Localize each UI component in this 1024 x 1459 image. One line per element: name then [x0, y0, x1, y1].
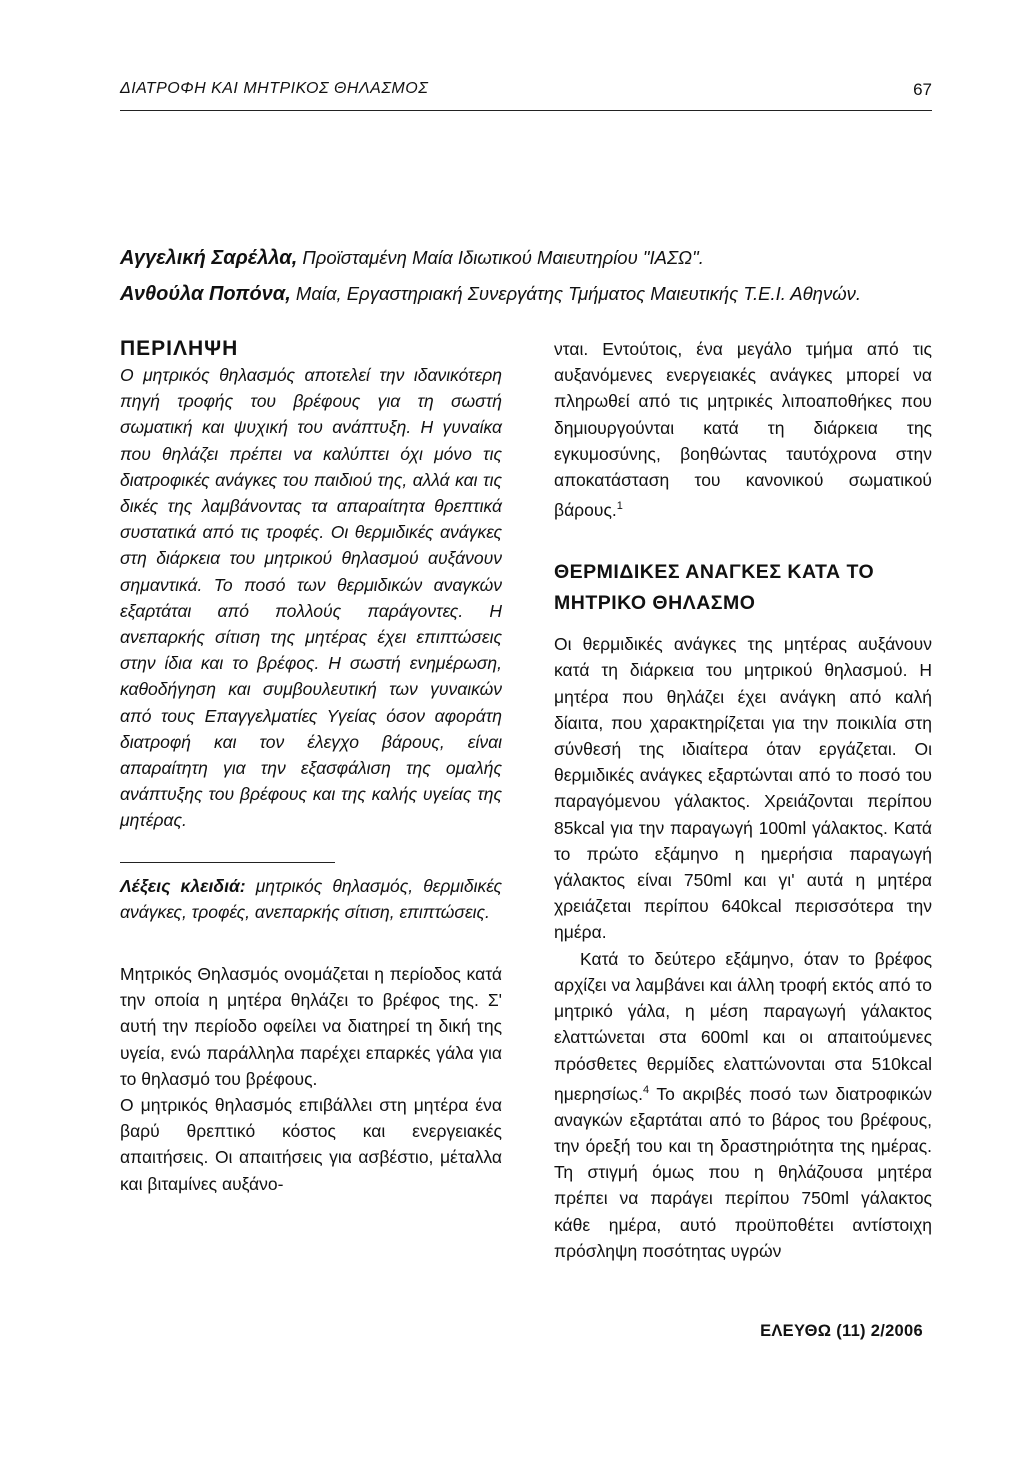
body-paragraph: Ο μητρικός θηλασμός επιβάλλει στη μητέρα ένα βαρύ θρεπτικό κόστος και ενεργειακές απαιτήσεις. Οι απαιτήσεις για ασβέστιο, μέταλλα και βιταμίνες αυξάνο- — [120, 1095, 502, 1194]
keywords — [120, 873, 502, 925]
abstract-text: Ο μητρικός θηλασμός αποτελεί την ιδανικότερη πηγή τροφής του βρέφους για τη σωστή σωματική και ψυχική του ανάπτυξη. Η γυναίκα που θηλάζει πρέπει να καλύπτει όχι μόνο τις διατροφικές ανάγκες του παιδιού της, αλλά και τις δικές της λαμβάνοντας τα απαραίτητα θρεπτικά συστατικά από τις τροφές. Οι θερμιδικές ανάγκες στη διάρκεια του μητρικού θηλασμού αυξάνουν σημαντικά. Το ποσό των θερμιδικών αναγκών εξαρτάται από πολλούς παράγοντες. Η ανεπαρκής σίτιση της μητέρας έχει επιπτώσεις στην ίδια και το βρέφος. Η σωστή ενημέρωση, καθοδήγηση και συμβουλευτική των γυναικών από τους Επαγγελματίες Υγείας όσον αφοράτη διατροφή και τον έλεγχο βάρους, είναι απαραίτητη για την εξασφάλιση της ομαλής ανάπτυξης του βρέφους και της καλής υγείας της μητέρας. — [120, 365, 502, 831]
author-line — [120, 276, 950, 312]
body-paragraph: Οι θερμιδικές ανάγκες της μητέρας αυξάνουν κατά τη διάρκεια του μητρικού θηλασμού. Η μητέρα που θηλάζει έχει ανάγκη από καλή δίαιτα, που χαρακτηρίζεται για την ποικιλία στη σύνθεσή της ιδιαίτερα όταν εργάζεται. Οι θερμιδικές ανάγκες εξαρτώνται από το ποσό του παραγόμενου γάλακτος. Χρειάζονται περίπου 85kcal για την παραγωγή 100ml γάλακτος. Κατά το πρώτο εξάμηνο η ημερήσια παραγωγή γάλακτος είναι 750ml και γι' αυτά η μητέρα χρειάζεται περίπου 640kcal περισσότερα την ημέρα. — [554, 634, 932, 943]
paragraph-text: Κατά το δεύτερο εξάμηνο, όταν το βρέφος αρχίζει να λαμβάνει και άλλη τροφή εκτός από το μητρικό γάλα, η μέση παραγωγή γάλακτος ελαττώνεται στα 600ml και οι απαιτούμενες πρόσθετες θερμίδες ελαττώνονται στα 510kcal ημερησίως. — [554, 948, 932, 1104]
paragraph-text: Το ακριβές ποσό των διατροφικών αναγκών εξαρτάται από το βάρος του βρέφους, την όρεξή του και τη δραστηριότητα της ημέρας. Τη στιγμή όμως που η θηλάζουσα μητέρα πρέπει να παράγει περίπου 750ml γάλακτος κάθε ημέρα, αυτό προϋποθέτει αντίστοιχη πρόσληψη ποσότητας υγρών — [554, 1083, 932, 1261]
journal-footer: ΕΛΕΥΘΩ (11) 2/2006 — [760, 1322, 923, 1340]
author-name: Αγγελική Σαρέλλα, — [120, 247, 298, 269]
body-paragraph: Μητρικός Θηλασμός ονομάζεται η περίοδος κατά την οποία η μητέρα θηλάζει το βρέφος της. Σ' αυτή την περίοδο οφείλει να διατηρεί τη δική της υγεία, ενώ παράλληλα παρέχει επαρκές γάλα για το θηλασμό του βρέφους. — [120, 964, 502, 1089]
author-line — [120, 240, 950, 276]
right-column — [554, 336, 932, 1264]
section-heading: ΘΕΡΜΙΔΙΚΕΣ ΑΝΑΓΚΕΣ ΚΑΤΑ ΤΟ ΜΗΤΡΙΚΟ ΘΗΛΑΣΜΟ — [554, 561, 875, 615]
left-column — [120, 336, 502, 1197]
author-name: Ανθούλα Ποπόνα, — [120, 283, 291, 305]
abstract-heading: ΠΕΡΙΛΗΨΗ — [120, 337, 239, 360]
author-affiliation: Προϊσταμένη Μαία Ιδιωτικού Μαιευτηρίου "ΙΑΣΩ". — [297, 247, 704, 268]
reference-marker: 4 — [642, 1083, 650, 1096]
running-title: ΔΙΑΤΡΟΦΗ ΚΑΙ ΜΗΤΡΙΚΟΣ ΘΗΛΑΣΜΟΣ — [120, 80, 429, 97]
keywords-divider — [120, 862, 335, 863]
page-number: 67 — [913, 80, 932, 99]
reference-marker: 1 — [616, 500, 623, 513]
keywords-text: μητρικός θηλασμός, θερμιδικές ανάγκες, τροφές, ανεπαρκής σίτιση, επιπτώσεις. — [120, 875, 502, 922]
body-paragraph — [554, 336, 932, 523]
running-header — [120, 80, 932, 111]
keywords-label: Λέξεις κλειδιά: — [120, 875, 246, 896]
author-affiliation: Μαία, Εργαστηριακή Συνεργάτης Τμήματος Μαιευτικής Τ.Ε.Ι. Αθηνών. — [290, 283, 862, 304]
author-block — [120, 240, 950, 312]
paragraph-text: νται. Εντούτοις, ένα μεγάλο τμήμα από τις αυξανόμενες ενεργειακές ανάγκες μπορεί να πληρωθεί από τις μητρικές λιποαποθήκες που δημιουργούνται κατά τη διάρκεια της εγκυμοσύνης, βοηθώντας ταυτόχρονα στην αποκατάσταση του κανονικού σωματικού βάρους. — [554, 339, 932, 521]
body-paragraph — [554, 946, 932, 1264]
